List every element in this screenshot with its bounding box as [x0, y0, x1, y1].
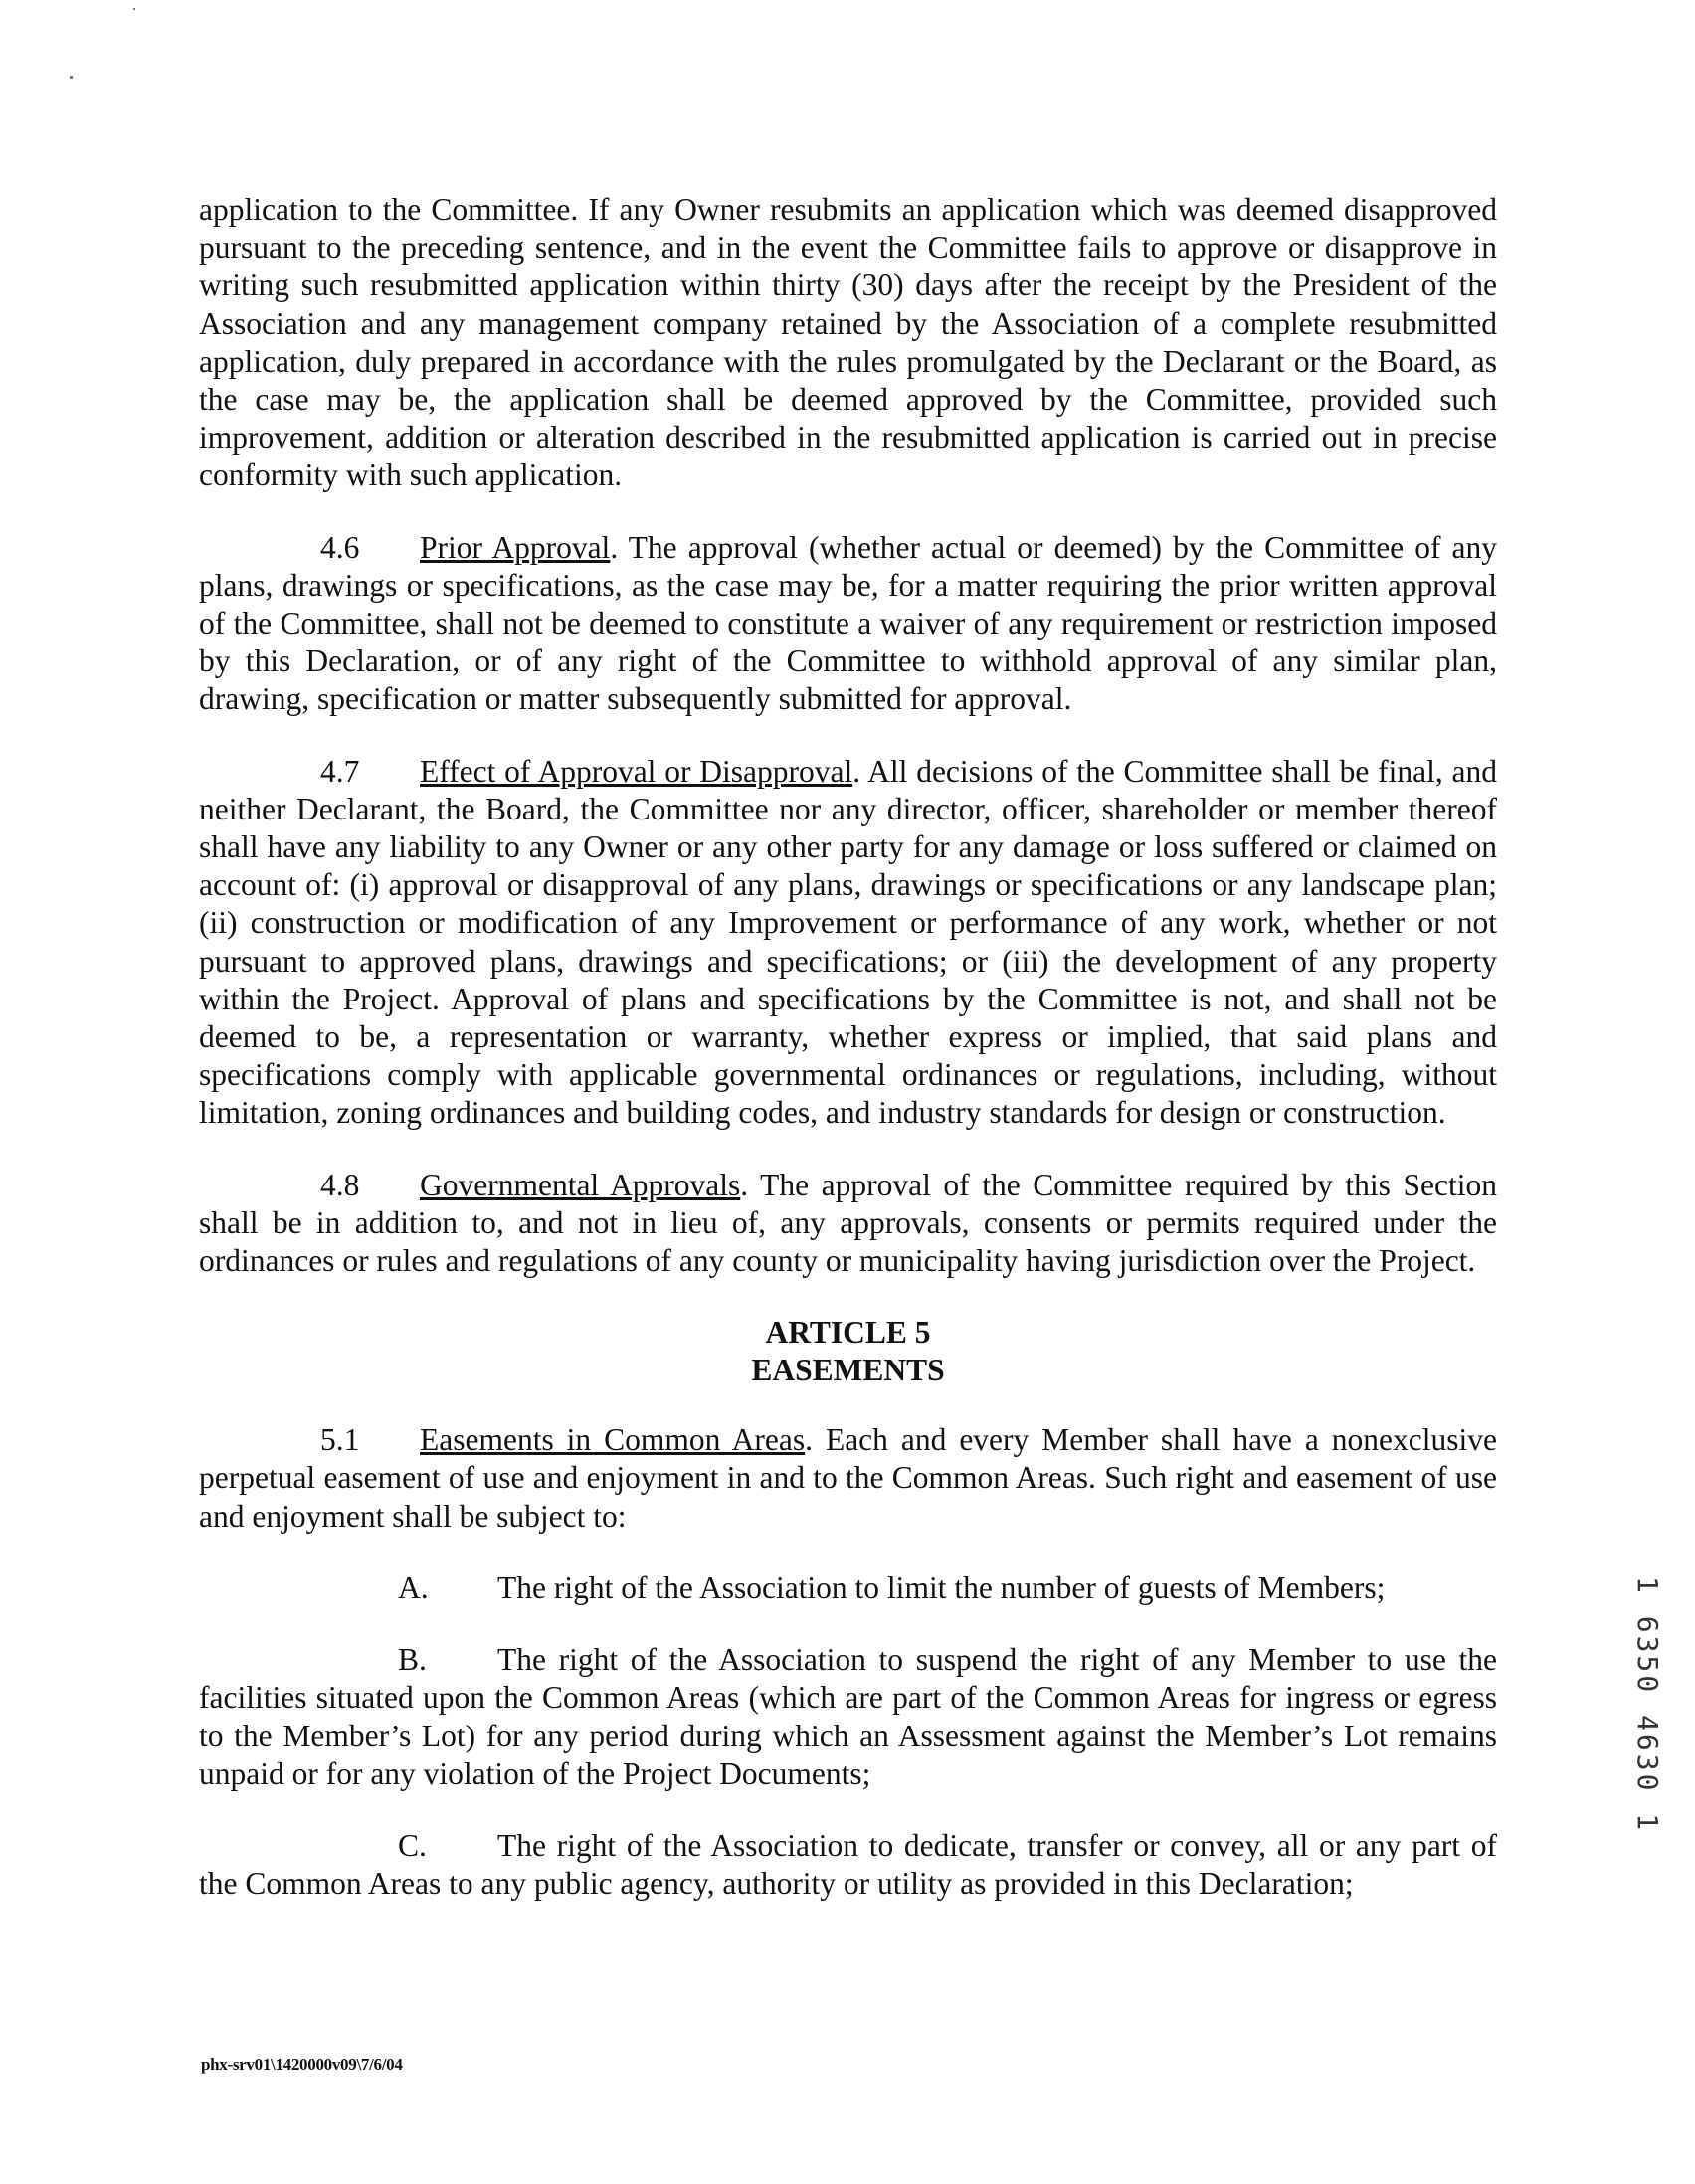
footer-doc-id: phx-srv01\1420000v09\7/6/04 [201, 2055, 403, 2074]
article-heading [199, 1314, 1497, 1389]
scan-speck [133, 8, 135, 10]
subitem-c [199, 1827, 1497, 1903]
article-number: ARTICLE 5 [765, 1315, 931, 1351]
section-4-6 [199, 529, 1497, 719]
section-number: 4.8 [320, 1167, 360, 1202]
section-text: . Each and every Member shall have a nonexclusive perpetual easement of use and enjoyment in and to the Common Areas. Such right and easement of use and enjoyment shall be subject to: [199, 1422, 1497, 1534]
side-stamp: 1 6350 4630 1 [1631, 1576, 1664, 1834]
section-heading: Prior Approval [420, 529, 611, 565]
section-text: . The approval (whether actual or deemed) by the Committee of any plans, drawings or specifications, as the case may be, for a matter requiring the prior written approval of the Committee, shall not be deemed to constitute a waiver of any requirement or restriction imposed by this Declaration, or of any right of the Committee to withhold approval of any similar plan, drawing, specification or matter subsequently submitted for approval. [199, 529, 1498, 717]
subitem-text: The right of the Association to limit the number of guests of Members; [497, 1569, 1386, 1605]
subitem-label: A. [398, 1569, 429, 1605]
section-number: 4.6 [320, 529, 360, 565]
subitem-text: The right of the Association to suspend the right of any Member to use the facilities situated upon the Common Areas (which are part of the Common Areas for ingress or egress to the Member’s Lot) for any period during which an Assessment against the Member’s Lot remains unpaid or for any violation of the Project Documents; [199, 1642, 1497, 1791]
section-text: . The approval of the Committee required by this Section shall be in addition to, and not in lieu of, any approvals, consents or permits required under the ordinances or rules and regulations of any county or municipality having jurisdiction over the Project. [199, 1167, 1497, 1279]
scan-speck [70, 76, 73, 79]
subitem-label: B. [398, 1642, 427, 1678]
article-title: EASEMENTS [751, 1353, 945, 1388]
section-5-1 [199, 1421, 1497, 1536]
subitem-label: C. [398, 1827, 427, 1863]
subitem-text: The right of the Association to dedicate, transfer or convey, all or any part of the Common Areas to any public agency, authority or utility as provided in this Declaration; [199, 1827, 1497, 1902]
section-heading: Governmental Approvals [420, 1167, 741, 1202]
body-text [199, 191, 1497, 1936]
paragraph-continuation: application to the Committee. If any Owner resubmits an application which was deemed disapproved pursuant to the preceding sentence, and in the event the Committee fails to approve or disapprove in writing such resubmitted application within thirty (30) days after the receipt by the President of the Association and any management company retained by the Association of a complete resubmitted application, duly prepared in accordance with the rules promulgated by the Declarant or the Board, as the case may be, the application shall be deemed approved by the Committee, provided such improvement, addition or alteration described in the resubmitted application is carried out in precise conformity with such application. [199, 192, 1497, 493]
section-4-8 [199, 1167, 1497, 1281]
subitem-b [199, 1641, 1497, 1793]
section-heading: Effect of Approval or Disapproval [420, 753, 853, 789]
subitem-a [199, 1569, 1497, 1607]
section-heading: Easements in Common Areas [420, 1422, 806, 1458]
section-number: 4.7 [320, 753, 360, 789]
section-4-7 [199, 753, 1497, 1133]
section-text: . All decisions of the Committee shall be final, and neither Declarant, the Board, the Committee nor any director, officer, shareholder or member thereof shall have any liability to any Owner or any other party for any damage or loss suffered or claimed on account of: (i) approval or disapproval of any plans, drawings or specifications or any landscape plan; (ii) construction or modification of any Improvement or performance of any work, whether or not pursuant to approved plans, drawings and specifications; or (iii) the development of any property within the Project. Approval of plans and specifications by the Committee is not, and shall not be deemed to be, a representation or warranty, whether express or implied, that said plans and specifications comply with applicable governmental ordinances or regulations, including, without limitation, zoning ordinances and building codes, and industry standards for design or construction. [199, 753, 1497, 1131]
section-number: 5.1 [320, 1422, 360, 1458]
